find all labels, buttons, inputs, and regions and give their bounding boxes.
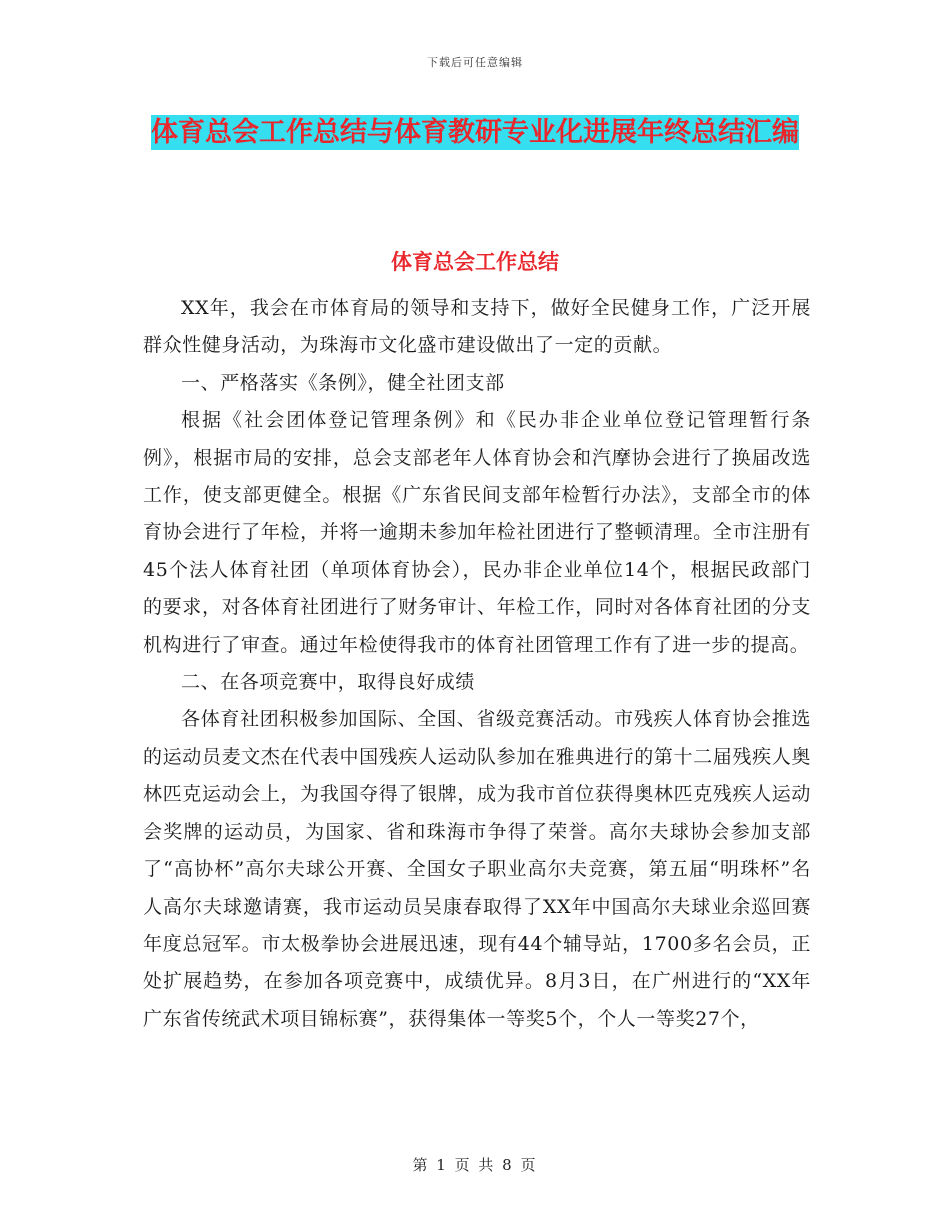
- page-number: 第 1 页 共 8 页: [412, 1156, 538, 1174]
- heading-two: 二、在各项竞赛中，取得良好成绩: [181, 671, 476, 694]
- paragraph-intro: XX年，我会在市体育局的领导和支持下，做好全民健身工作，广泛开展群众性健身活动，为珠海市文化盛市建设做出了一定的贡献。: [143, 297, 811, 357]
- paragraph-competitions: 各体育社团积极参加国际、全国、省级竞赛活动。市残疾人体育协会推选的运动员麦文杰在代表中国残疾人运动队参加在雅典进行的第十二届残疾人奥林匹克运动会上，为我国夺得了银牌，成为我市首位获得奥林匹克残疾人运动会奖牌的运动员，为国家、省和珠海市争得了荣誉。高尔夫球协会参加支部了“高协杯”高尔夫球公开赛、全国女子职业高尔夫竞赛，第五届“明珠杯”名人高尔夫球邀请赛，我市运动员吴康春取得了XX年中国高尔夫球业余巡回赛年度总冠军。市太极拳协会进展迅速，现有44个辅导站，1700多名会员，正处扩展趋势，在参加各项竞赛中，成绩优异。8月3日，在广州进行的“XX年广东省传统武术项目锦标赛”，获得集体一等奖5个，个人一等奖27个，: [143, 708, 811, 1030]
- document-title: [140, 108, 810, 158]
- header-note: 下载后可任意编辑: [427, 56, 523, 69]
- document-title-text: 体育总会工作总结与体育教研专业化进展年终总结汇编: [151, 117, 799, 148]
- paragraph-registration: 根据《社会团体登记管理条例》和《民办非企业单位登记管理暂行条例》，根据市局的安排，总会支部老年人体育协会和汽摩协会进行了换届改选工作，使支部更健全。根据《广东省民间支部年检暂行办法》，支部全市的体育协会进行了年检，并将一逾期未参加年检社团进行了整顿清理。全市注册有45个法人体育社团（单项体育协会），民办非企业单位14个，根据民政部门的要求，对各体育社团进行了财务审计、年检工作，同时对各体育社团的分支机构进行了审查。通过年检使得我市的体育社团管理工作有了进一步的提高。: [143, 409, 811, 656]
- heading-one: 一、严格落实《条例》，健全社团支部: [181, 371, 505, 394]
- document-body: [143, 290, 811, 1038]
- section-title: 体育总会工作总结: [391, 250, 559, 274]
